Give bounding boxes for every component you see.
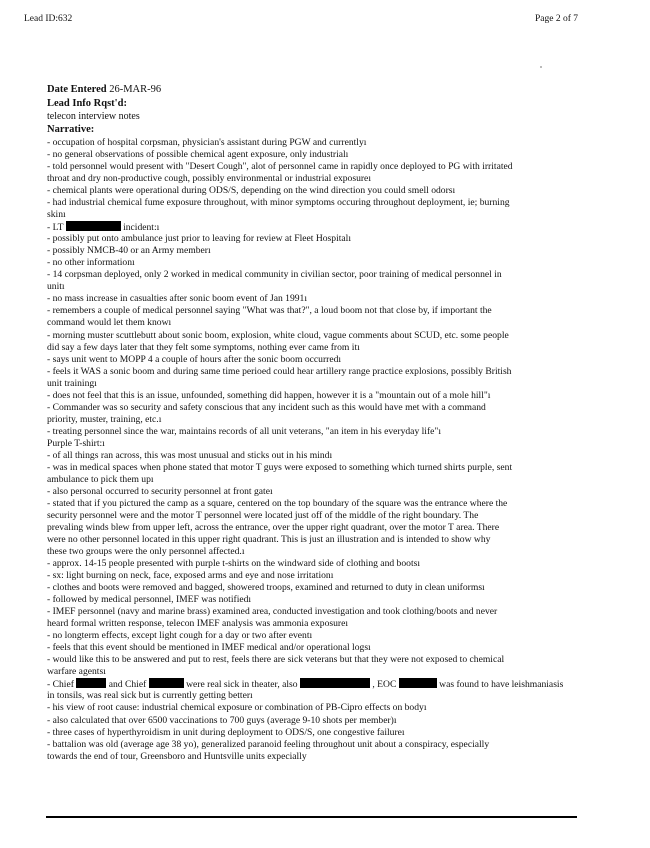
narrative-label: Narrative: <box>47 124 95 135</box>
narrative-line: towards the end of tour, Greensboro and Huntsville units expecially <box>47 750 307 762</box>
narrative-line: - 14 corpsman deployed, only 2 worked in medical community in civilian sector, poor training of medical personnel in <box>47 269 502 281</box>
narrative-line: security personnel were and the motor T personnel were located just off of the middle of the right boundary. The <box>47 509 479 521</box>
narrative-line: - Commander was so security and safety conscious that any incident such as this would have met with a command <box>47 401 486 413</box>
page-number: Page 2 of 7 <box>535 14 579 24</box>
narrative-line: unit trainingı <box>47 377 97 389</box>
narrative-line: - chemical plants were operational during ODS/S, depending on the wind direction you could smell odorsı <box>47 185 456 197</box>
narrative-line: - treating personnel since the war, maintains records of all unit veterans, "an item in his everyday life"ı <box>47 425 441 437</box>
redaction-bar <box>399 678 437 688</box>
narrative-line: - clothes and boots were removed and bagged, showered troops, examined and returned to duty in clean uniformsı <box>47 582 485 594</box>
source-text: telecon interview notes <box>47 111 140 122</box>
narrative-line: skinı <box>47 209 66 221</box>
narrative-line: - morning muster scuttlebutt about sonic boom, explosion, white cloud, vague comments about SCUD, etc. some people <box>47 329 509 341</box>
narrative-line: were no other personnel located in this upper right quadrant. This is just an illustration and is intended to show why <box>47 534 491 546</box>
narrative-line: - no longterm effects, except light cough for a day or two after eventı <box>47 630 313 642</box>
narrative-line: - sx: light burning on neck, face, exposed arms and eye and nose irritationı <box>47 570 334 582</box>
narrative-line: - LT incident:ı <box>47 222 160 234</box>
narrative-body <box>47 137 582 763</box>
narrative-line: - his view of root cause: industrial chemical exposure or combination of PB-Cipro effects on bodyı <box>47 702 427 714</box>
redaction-bar <box>300 678 370 688</box>
narrative-line: - stated that if you pictured the camp as a square, centered on the top boundary of the square was the entrance where the <box>47 497 508 509</box>
narrative-line: - had industrial chemical fume exposure throughout, with minor symptoms occuring throughout deployment, ie; burning <box>47 197 510 209</box>
narrative-line: - no general observations of possible chemical agent exposure, only industrialı <box>47 149 349 161</box>
lead-info-label: Lead Info Rqst'd: <box>47 98 127 109</box>
narrative-line: heard formal written response, telecon IMEF analysis was ammonia exposureı <box>47 618 349 630</box>
narrative-line: warfare agentsı <box>47 666 106 678</box>
narrative-line: - no mass increase in casualties after sonic boom event of Jan 1991ı <box>47 293 308 305</box>
narrative-line: ambulance to pick them upı <box>47 473 154 485</box>
bottom-rule <box>46 816 577 818</box>
narrative-line: - Chief and Chief were real sick in theater, also , EOC was found to have leishmaniasis <box>47 679 564 691</box>
lead-id: Lead ID:632 <box>24 14 73 24</box>
narrative-line: - also calculated that over 6500 vaccinations to 700 guys (average 9-10 shots per member)ı <box>47 714 397 726</box>
narrative-line: these two groups were the only personnel affected.ı <box>47 546 245 558</box>
redaction-bar <box>76 678 106 688</box>
date-entered-row <box>47 84 161 95</box>
narrative-line: command would let them knowı <box>47 317 172 329</box>
narrative-line: - followed by medical personnel, IMEF was notifiedı <box>47 594 252 606</box>
narrative-line: - IMEF personnel (navy and marine brass) examined area, conducted investigation and took clothing/boots and never <box>47 606 498 618</box>
narrative-line: - no other informationı <box>47 257 135 269</box>
date-entered-value: 26-MAR-96 <box>109 84 162 95</box>
narrative-line: - would like this to be answered and put to rest, feels there are sick veterans but that they were not exposed to chemical <box>47 654 505 666</box>
narrative-line: - remembers a couple of medical personnel saying "What was that?", a loud boom not that close by, if important the <box>47 305 492 317</box>
redaction-bar <box>66 221 121 231</box>
narrative-line: - battalion was old (average age 38 yo), generalized paranoid feeling throughout unit about a conspiracy, especially <box>47 738 490 750</box>
narrative-line: - possibly put onto ambulance just prior to leaving for review at Fleet Hospitalı <box>47 233 352 245</box>
narrative-line: - approx. 14-15 people presented with purple t-shirts on the windward side of clothing and bootsı <box>47 558 421 570</box>
redaction-bar <box>149 678 184 688</box>
scan-speck <box>540 66 542 68</box>
narrative-line: - occupation of hospital corpsman, physician's assistant during PGW and currentlyı <box>47 137 367 148</box>
narrative-line: - three cases of hyperthyroidism in unit during deployment to ODS/S, one congestive failureı <box>47 726 405 738</box>
narrative-line: - was in medical spaces when phone stated that motor T guys were exposed to something which turned shirts purple, sent <box>47 461 513 473</box>
narrative-line: - possibly NMCB-40 or an Army memberı <box>47 245 211 257</box>
narrative-line: - feels it WAS a sonic boom and during same time perioed could hear artillery range practice explosions, possibly British <box>47 365 512 377</box>
narrative-line: - says unit went to MOPP 4 a couple of hours after the sonic boom occurredı <box>47 353 342 365</box>
narrative-line: - told personnel would present with "Desert Cough", alot of personnel came in rapidly once deployed to PG with irritated <box>47 161 513 173</box>
narrative-line: - does not feel that this is an issue, unfounded, something did happen, however it is a "mountain out of a mole hill"ı <box>47 389 491 401</box>
narrative-line: prevaling winds blew from upper left, across the entrance, over the upper right quadrant, over the motor T area. There <box>47 522 500 533</box>
narrative-line: - of all things ran across, this was most unusual and sticks out in his mindı <box>47 449 333 461</box>
narrative-line: Purple T-shirt:ı <box>47 437 105 449</box>
narrative-line: - feels that this event should be mentioned in IMEF medical and/or operational logsı <box>47 642 371 654</box>
narrative-line: in tonsils, was real sick but is currently getting betterı <box>47 690 253 702</box>
narrative-line: unitı <box>47 281 65 293</box>
narrative-line: - also personal occurred to security personnel at front gateı <box>47 485 273 497</box>
narrative-line: throat and dry non-productive cough, possibly environmental or industrial exposureı <box>47 173 371 185</box>
narrative-line: did say a few days later that they felt some symptoms, nothing ever came from itı <box>47 341 360 353</box>
narrative-line: priority, muster, training, etc.ı <box>47 413 162 425</box>
date-entered-label: Date Entered <box>47 84 107 95</box>
